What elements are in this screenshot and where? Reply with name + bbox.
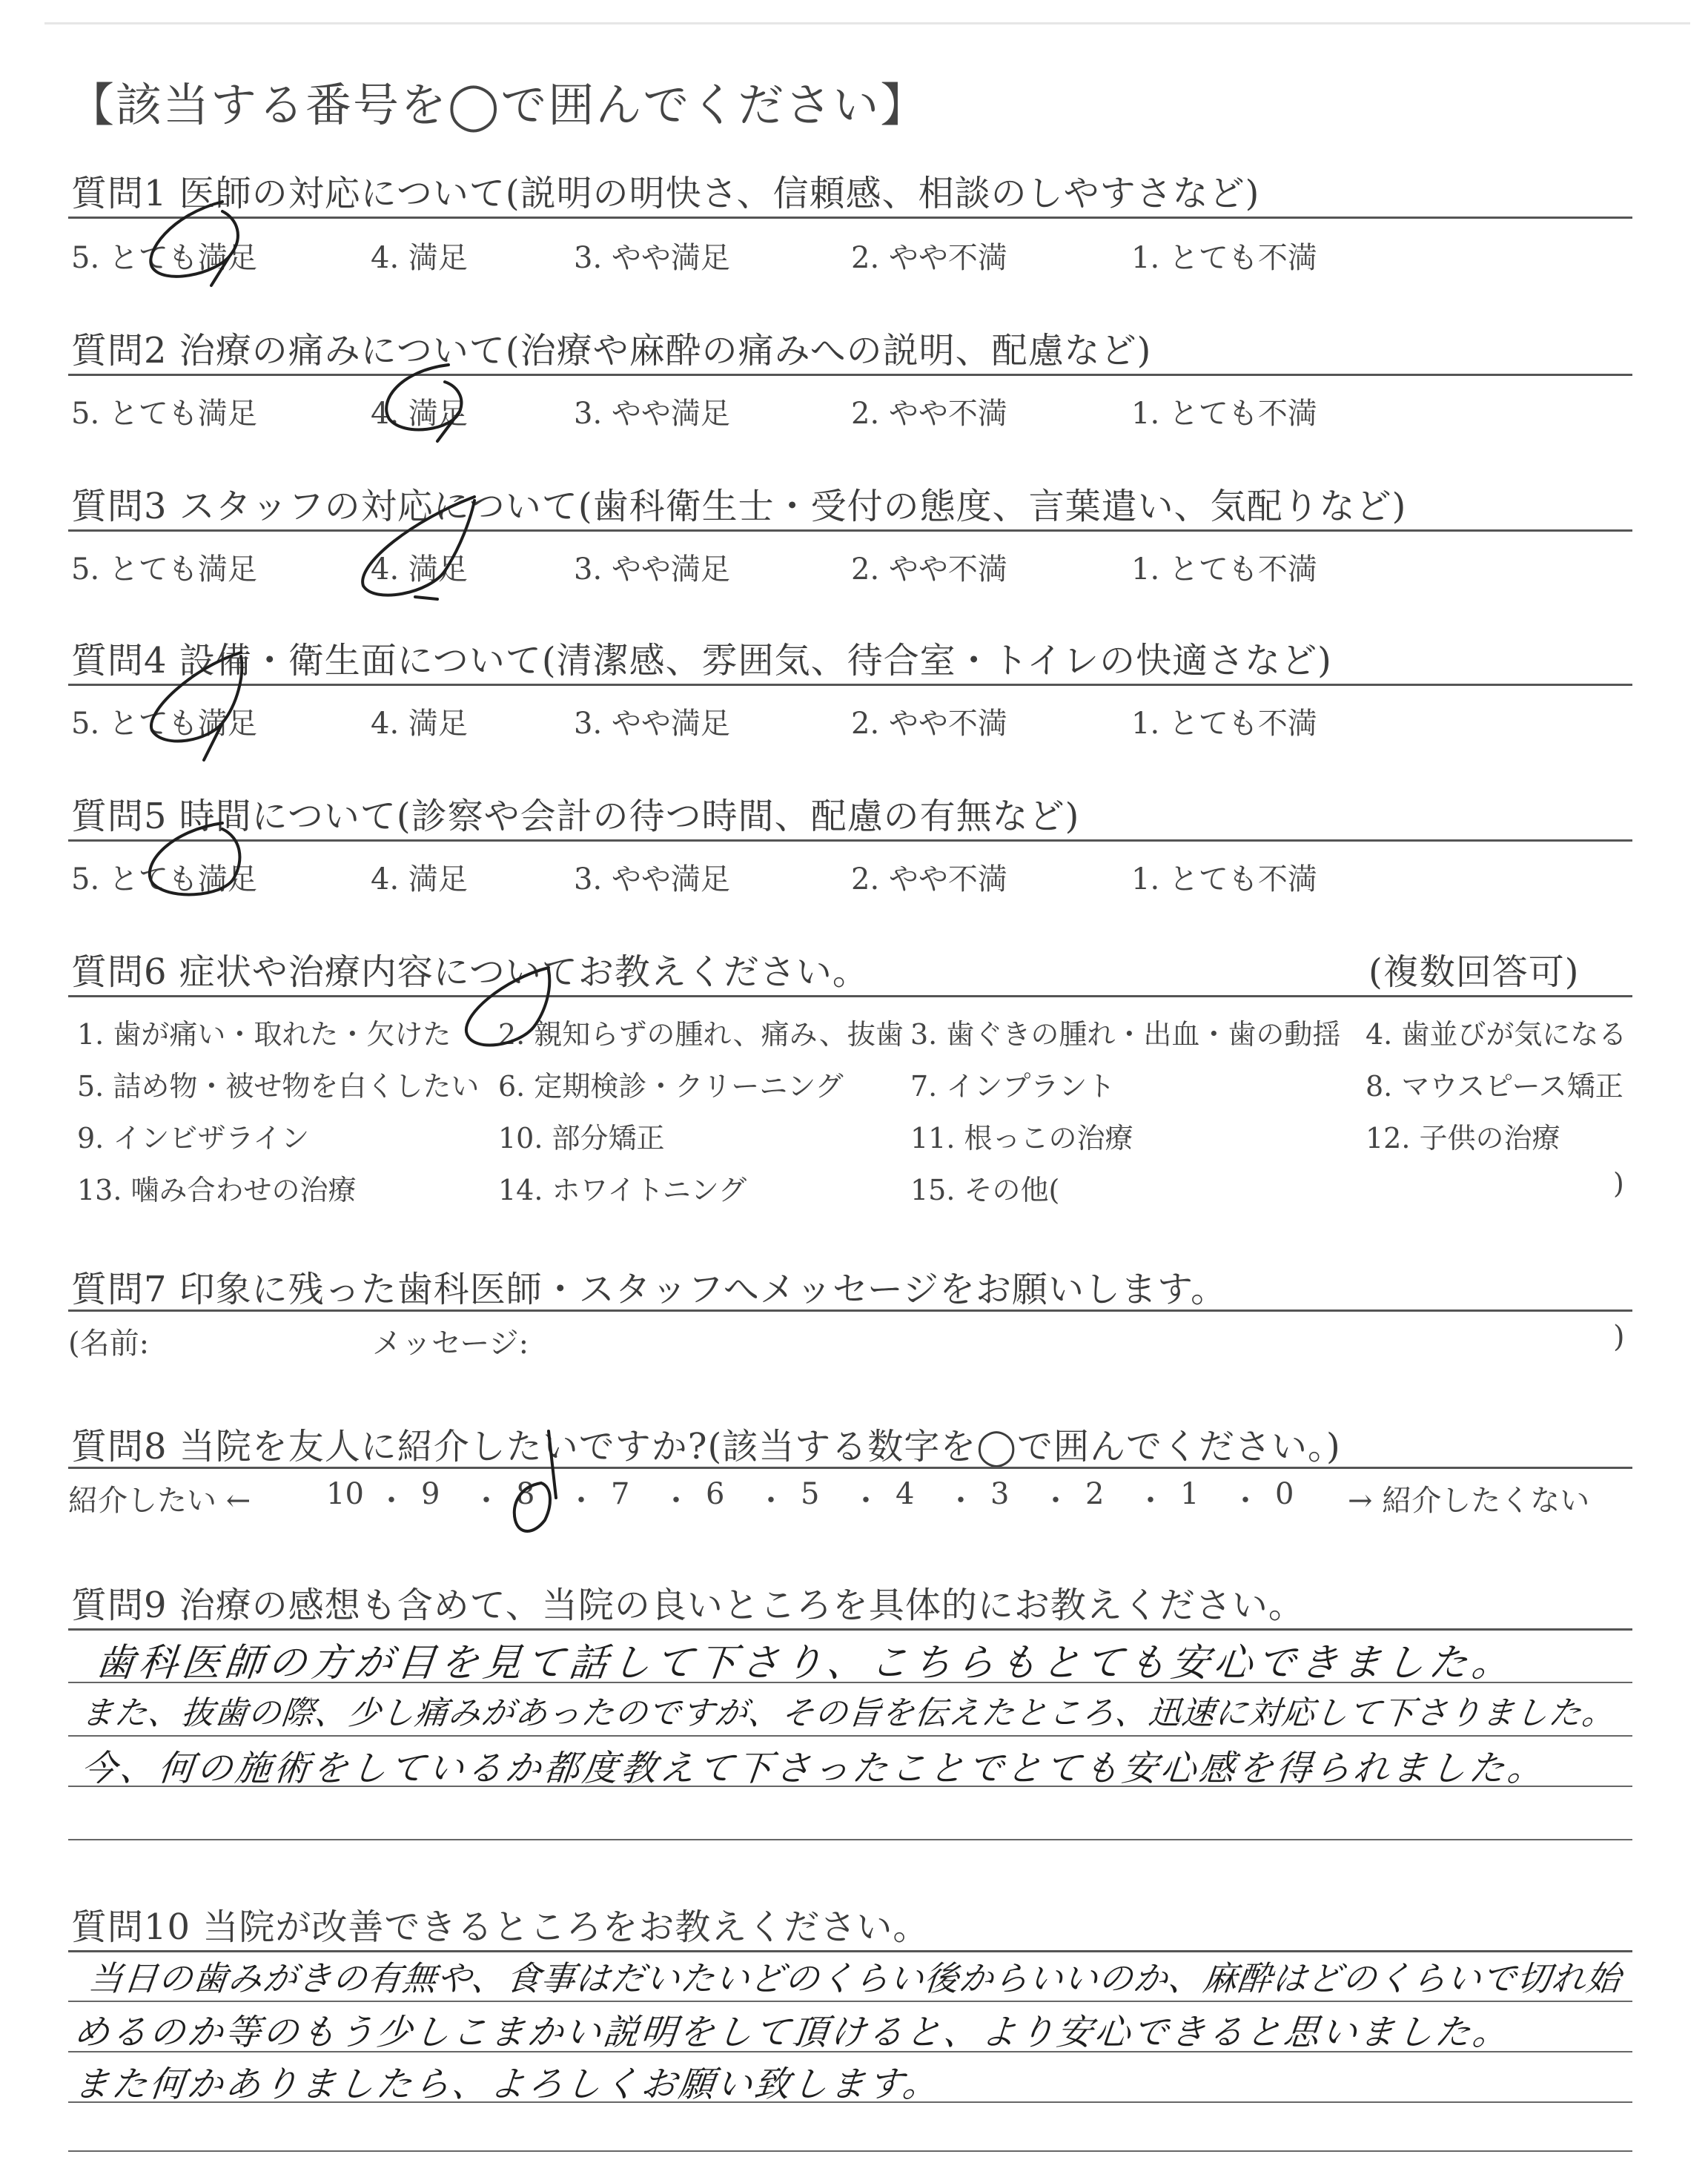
q8-scale-separator: ・ (1231, 1484, 1260, 1518)
q6-rule (68, 995, 1632, 997)
q2-option-2[interactable]: 2. やや不満 (851, 397, 1007, 431)
q9-rule-5 (68, 1839, 1632, 1840)
q7-close: ) (1613, 1320, 1625, 1354)
q1-option-5[interactable]: 5. とても満足 (71, 241, 257, 275)
q8-scale-separator: ・ (1041, 1484, 1070, 1518)
q4-option-2[interactable]: 2. やや不満 (851, 707, 1007, 741)
q6-note: (複数回答可) (1368, 951, 1580, 993)
q6-option-3[interactable]: 3. 歯ぐきの腫れ・出血・歯の動揺 (910, 1018, 1341, 1051)
q1-option-2[interactable]: 2. やや不満 (851, 241, 1007, 275)
q3-label: 質問3 スタッフの対応について(歯科衛生士・受付の態度、言葉遣い、気配りなど) (71, 486, 1407, 527)
q9-answer-line-2: また、抜歯の際、少し痛みがあったのですが、その旨を伝えたところ、迅速に対応して下さりました。 (79, 1694, 1618, 1732)
q10-answer-line-2: めるのか等のもう少しこまかい説明をして頂けると、より安心できると思いました。 (71, 2012, 1513, 2053)
q6-option-10[interactable]: 10. 部分矯正 (498, 1122, 665, 1155)
q8-right-label: → 紹介したくない (1348, 1484, 1590, 1518)
q5-option-3[interactable]: 3. やや満足 (574, 862, 730, 896)
q5-option-2[interactable]: 2. やや不満 (851, 862, 1007, 896)
q7-message-label: メッセージ: (372, 1327, 529, 1361)
q8-scale-value-1[interactable]: 1 (1180, 1477, 1199, 1511)
q6-option-12[interactable]: 12. 子供の治療 (1366, 1122, 1560, 1155)
q5-rule (68, 839, 1632, 842)
q10-label: 質問10 当院が改善できるところをお教えください。 (71, 1906, 930, 1948)
q2-option-4[interactable]: 4. 満足 (371, 397, 468, 431)
q10-rule-5 (68, 2150, 1632, 2152)
q1-option-4[interactable]: 4. 満足 (371, 241, 468, 275)
q6-label: 質問6 症状や治療内容についてお教えください。 (71, 951, 869, 993)
q6-option-14[interactable]: 14. ホワイトニング (498, 1174, 747, 1206)
q2-option-5[interactable]: 5. とても満足 (71, 397, 257, 431)
page-title: 【該当する番号を◯で囲んでください】 (68, 78, 928, 132)
q6-option-7[interactable]: 7. インプラント (910, 1070, 1116, 1103)
q9-answer-line-1: 歯科医師の方が目を見て話して下さり、こちらもとても安心できました。 (93, 1641, 1517, 1685)
q5-option-1[interactable]: 1. とても不満 (1131, 862, 1317, 896)
q6-option-8[interactable]: 8. マウスピース矯正 (1366, 1070, 1623, 1103)
q7-rule (68, 1309, 1632, 1312)
q9-rule-3 (68, 1735, 1632, 1737)
q3-option-3[interactable]: 3. やや満足 (574, 552, 730, 587)
q4-option-1[interactable]: 1. とても不満 (1131, 707, 1317, 741)
q8-scale-value-9[interactable]: 9 (421, 1477, 440, 1511)
q8-scale-separator: ・ (756, 1484, 786, 1518)
q10-answer-line-3: また何かありましたら、よろしくお願い致します。 (71, 2064, 943, 2105)
q9-label: 質問9 治療の感想も含めて、当院の良いところを具体的にお教えください。 (71, 1585, 1305, 1626)
q3-option-2[interactable]: 2. やや不満 (851, 552, 1007, 587)
q8-scale-value-3[interactable]: 3 (990, 1477, 1010, 1511)
q6-option-5[interactable]: 5. 詰め物・被せ物を白くしたい (77, 1070, 480, 1103)
q6-option-11[interactable]: 11. 根っこの治療 (910, 1122, 1133, 1155)
q2-option-1[interactable]: 1. とても不満 (1131, 397, 1317, 431)
scan-edge (44, 22, 1690, 24)
q1-option-1[interactable]: 1. とても不満 (1131, 241, 1317, 275)
q10-answer-line-1: 当日の歯みがきの有無や、食事はだいたいどのくらい後からいいのか、麻酔はどのくらいで切れ始 (86, 1958, 1623, 1998)
q8-scale-value-0[interactable]: 0 (1275, 1477, 1294, 1511)
q8-scale-value-6[interactable]: 6 (706, 1477, 725, 1511)
q5-option-5[interactable]: 5. とても満足 (71, 862, 257, 896)
q4-option-3[interactable]: 3. やや満足 (574, 707, 730, 741)
q3-option-1[interactable]: 1. とても不満 (1131, 552, 1317, 587)
q6-option-2[interactable]: 2. 親知らずの腫れ、痛み、抜歯 (498, 1018, 904, 1051)
q1-label: 質問1 医師の対応について(説明の明快さ、信頼感、相談のしやすさなど) (71, 173, 1260, 214)
q8-scale-value-7[interactable]: 7 (611, 1477, 630, 1511)
q3-rule (68, 529, 1632, 532)
q5-label: 質問5 時間について(診察や会計の待つ時間、配慮の有無など) (71, 796, 1080, 837)
q2-rule (68, 374, 1632, 376)
q8-scale-separator: ・ (661, 1484, 691, 1518)
q1-rule (68, 217, 1632, 219)
q8-scale-separator: ・ (566, 1484, 596, 1518)
q8-left-label: 紹介したい ← (68, 1484, 251, 1518)
q6-option-1[interactable]: 1. 歯が痛い・取れた・欠けた (77, 1018, 451, 1051)
q6-option-15[interactable]: 15. その他( (910, 1174, 1060, 1206)
q8-scale-separator: ・ (851, 1484, 881, 1518)
q8-scale-value-10[interactable]: 10 (326, 1477, 364, 1511)
q6-option-13[interactable]: 13. 噛み合わせの治療 (77, 1174, 357, 1206)
q8-scale-value-8[interactable]: 8 (516, 1477, 535, 1511)
q3-option-5[interactable]: 5. とても満足 (71, 552, 257, 587)
q8-rule (68, 1467, 1632, 1469)
q7-label: 質問7 印象に残った歯科医師・スタッフへメッセージをお願いします。 (71, 1269, 1228, 1310)
q4-option-4[interactable]: 4. 満足 (371, 707, 468, 741)
q8-scale-separator: ・ (377, 1484, 406, 1518)
q8-scale-value-4[interactable]: 4 (896, 1477, 915, 1511)
q8-scale-value-2[interactable]: 2 (1085, 1477, 1105, 1511)
q5-option-4[interactable]: 4. 満足 (371, 862, 468, 896)
q4-rule (68, 684, 1632, 686)
q2-option-3[interactable]: 3. やや満足 (574, 397, 730, 431)
q2-label: 質問2 治療の痛みについて(治療や麻酔の痛みへの説明、配慮など) (71, 330, 1152, 371)
q10-rule-2 (68, 2001, 1632, 2002)
q8-scale-separator: ・ (471, 1484, 501, 1518)
q9-rule-1 (68, 1628, 1632, 1631)
q4-option-5[interactable]: 5. とても満足 (71, 707, 257, 741)
q1-option-3[interactable]: 3. やや満足 (574, 241, 730, 275)
q6-option-9[interactable]: 9. インビザライン (77, 1122, 310, 1155)
q4-label: 質問4 設備・衛生面について(清潔感、雰囲気、待合室・トイレの快適さなど) (71, 640, 1332, 681)
q8-scale-separator: ・ (946, 1484, 976, 1518)
q6-option-6[interactable]: 6. 定期検診・クリーニング (498, 1070, 844, 1103)
q3-option-4[interactable]: 4. 満足 (371, 552, 468, 587)
q6-option-15-close: ) (1613, 1167, 1624, 1200)
q8-label: 質問8 当院を友人に紹介したいですか?(該当する数字を◯で囲んでください。) (71, 1426, 1341, 1467)
q8-scale-value-5[interactable]: 5 (801, 1477, 820, 1511)
q9-answer-line-3: 今、何の施術をしているか都度教えて下さったことでとても安心感を得られました。 (79, 1748, 1549, 1789)
q8-scale-separator: ・ (1136, 1484, 1165, 1518)
q7-name-label: (名前: (68, 1327, 150, 1361)
q6-option-4[interactable]: 4. 歯並びが気になる (1366, 1018, 1627, 1051)
